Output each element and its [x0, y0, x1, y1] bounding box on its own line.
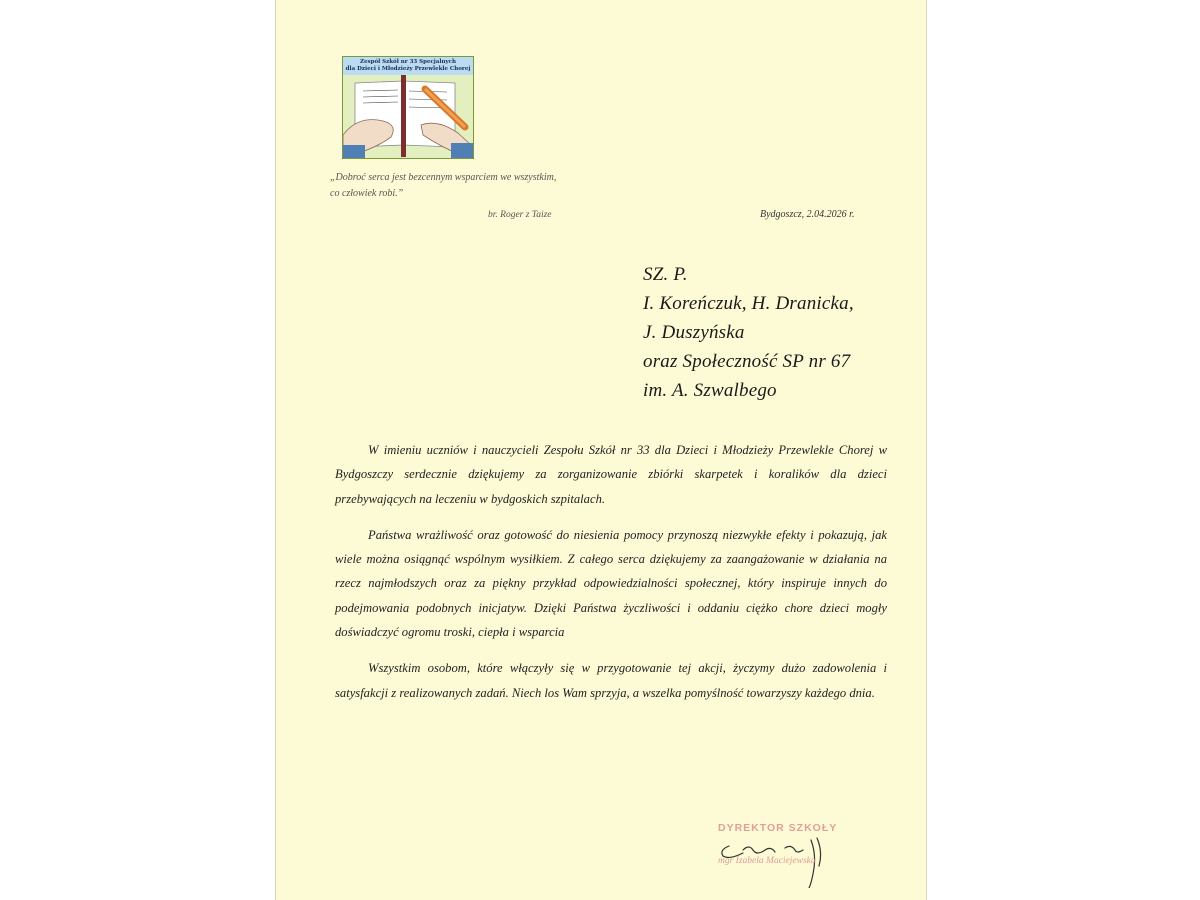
school-logo: [342, 56, 474, 159]
letter-page: [275, 0, 927, 900]
logo-line-2: dla Dzieci i Młodzieży Przewlekle Chorej: [345, 65, 471, 72]
body-paragraph: W imieniu uczniów i nauczycieli Zespołu Szkół nr 33 dla Dzieci i Młodzieży Przewlekle Chorej w Bydgoszczy serdecznie dziękujemy za zorganizowanie zbiórki skarpetek i koralików dla dzieci przebywających na leczeniu w bydgoskich szpitalach.: [335, 443, 887, 506]
body-paragraph: Wszystkim osobom, które włączyły się w przygotowanie tej akcji, życzymy dużo zadowolenia i satysfakcji z realizowanych zadań. Niech los Wam sprzyja, a wszelka pomyślność towarzyszy każdego dnia.: [335, 661, 887, 700]
stamp-title: DYREKTOR SZKOŁY: [718, 822, 838, 834]
body-paragraph: Państwa wrażliwość oraz gotowość do niesienia pomocy przynoszą niezwykłe efekty i pokazują, jak wiele można osiągnąć wspólnym wysiłkiem. Z całego serca dziękujemy za zaangażowanie w działania na rzecz najmłodszych oraz za piękny przykład odpowiedzialności społecznej, który inspiruje innych do podejmowania podobnych inicjatyw. Dzięki Państwa życzliwości i oddaniu ciężko chore dzieci mogły doświadczyć ogromu troski, ciepła i wsparcia: [335, 527, 887, 640]
letter-body: [335, 438, 887, 717]
director-stamp: [713, 818, 853, 888]
letter-date: Bydgoszcz, 2.04.2026 r.: [760, 209, 855, 220]
logo-line-1: Zespół Szkół nr 33 Specjalnych: [360, 59, 456, 65]
addressee-line: SZ. P.: [643, 264, 688, 285]
stamp-name: mgr Izabela Maciejewska: [718, 856, 816, 866]
addressee-line: im. A. Szwalbego: [643, 380, 777, 401]
addressee-line: oraz Społeczność SP nr 67: [643, 351, 851, 372]
book-illustration-icon: [343, 75, 473, 158]
motto-quote: [330, 170, 630, 202]
addressee-block: [643, 260, 913, 405]
quote-line-2: co człowiek robi.”: [330, 188, 404, 199]
addressee-line: I. Koreńczuk, H. Dranicka,: [643, 293, 854, 314]
logo-header: [343, 57, 473, 75]
addressee-line: J. Duszyńska: [643, 322, 745, 343]
quote-line-1: „Dobroć serca jest bezcennym wsparciem we wszystkim,: [330, 172, 557, 183]
quote-author: br. Roger z Taize: [488, 210, 552, 220]
